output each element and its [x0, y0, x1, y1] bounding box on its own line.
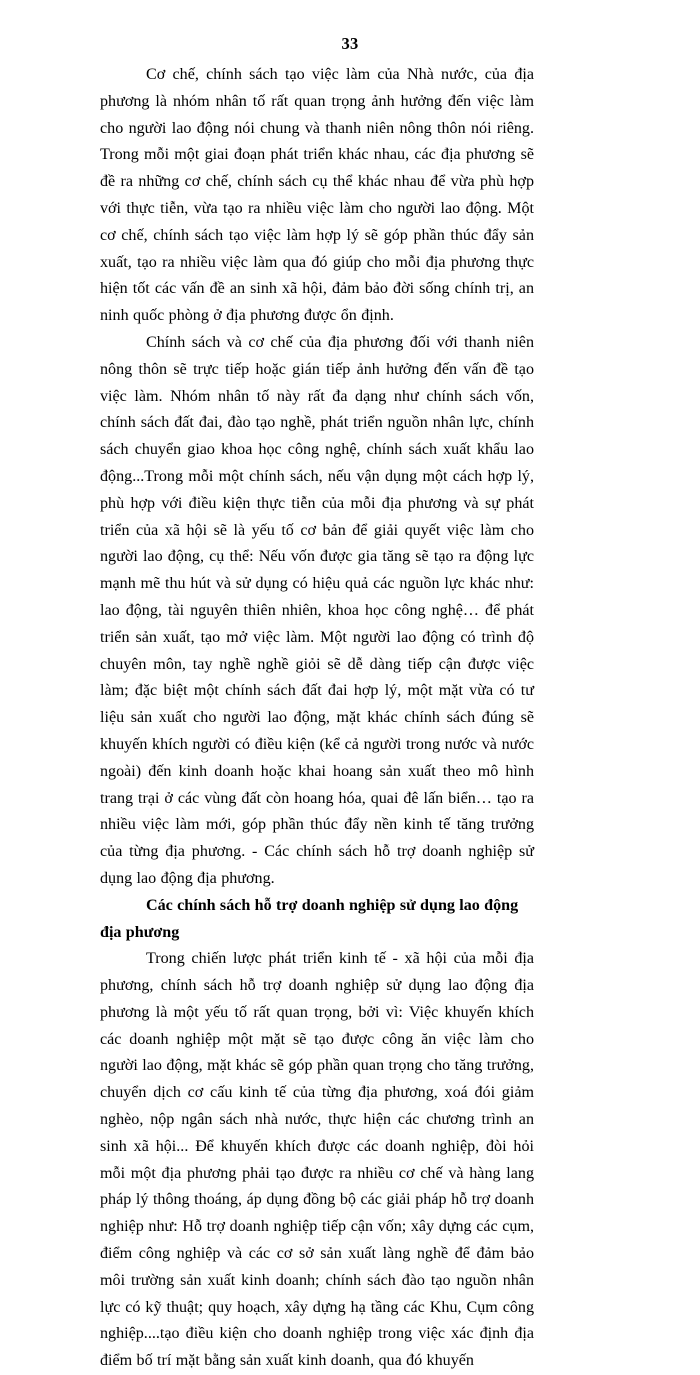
- paragraph-1: Cơ chế, chính sách tạo việc làm của Nhà nước, của địa phương là nhóm nhân tố rất quan trọng ảnh hưởng đến việc làm cho người lao động nói chung và thanh niên nông thôn nói riêng. Trong mỗi một giai đoạn phát triển khác nhau, các địa phương sẽ đề ra những cơ chế, chính sách cụ thể khác nhau để vừa phù hợp với thực tiễn, vừa tạo ra nhiều việc làm cho người lao động. Một cơ chế, chính sách tạo việc làm hợp lý sẽ góp phần thúc đẩy sản xuất, tạo ra nhiều việc làm qua đó giúp cho mỗi địa phương thực hiện tốt các vấn đề an sinh xã hội, đảm bảo đời sống chính trị, an ninh quốc phòng ở địa phương được ổn định.: [100, 66, 534, 325]
- page-number: 33: [341, 34, 359, 53]
- page-body: [100, 62, 534, 1375]
- section-heading: Các chính sách hỗ trợ doanh nghiệp sử dụng lao động địa phương: [100, 896, 519, 941]
- paragraph-2: Chính sách và cơ chế của địa phương đối với thanh niên nông thôn sẽ trực tiếp hoặc gián tiếp ảnh hưởng đến vấn đề tạo việc làm. Nhóm nhân tố này rất đa dạng như chính sách vốn, chính sách đất đai, đào tạo nghề, phát triển nguồn nhân lực, chính sách chuyển giao khoa học công nghệ, chính sách xuất khẩu lao động...Trong mỗi một chính sách, nếu vận dụng một cách hợp lý, phù hợp với điều kiện thực tiễn của mỗi địa phương và sự phát triển của xã hội sẽ là yếu tố cơ bản để giải quyết việc làm cho người lao động, cụ thể: Nếu vốn được gia tăng sẽ tạo ra động lực mạnh mẽ thu hút và sử dụng có hiệu quả các nguồn lực khác như: lao động, tài nguyên thiên nhiên, khoa học công nghệ… để phát triển sản xuất, tạo mở việc làm. Một người lao động có trình độ chuyên môn, tay nghề nghề giỏi sẽ dễ dàng tiếp cận được việc làm; đặc biệt một chính sách đất đai hợp lý, một mặt vừa có tư liệu sản xuất cho người lao động, mặt khác chính sách đúng sẽ khuyến khích người có điều kiện (kể cả người trong nước và nước ngoài) đến kinh doanh hoặc khai hoang sản xuất theo mô hình trang trại ở các vùng đất còn hoang hóa, quai đê lấn biển… tạo ra nhiều việc làm mới, góp phần thúc đẩy nền kinh tế tăng trưởng của từng địa phương. - Các chính sách hỗ trợ doanh nghiệp sử dụng lao động địa phương.: [100, 333, 534, 887]
- paragraph-3: Trong chiến lược phát triển kinh tế - xã hội của mỗi địa phương, chính sách hỗ trợ doanh nghiệp sử dụng lao động địa phương là một yếu tố rất quan trọng, bởi vì: Việc khuyến khích các doanh nghiệp một mặt sẽ tạo được công ăn việc làm cho người lao động, mặt khác sẽ góp phần quan trọng cho tăng trưởng, chuyển dịch cơ cấu kinh tế của từng địa phương, xoá đói giảm nghèo, nộp ngân sách nhà nước, thực hiện các chương trình an sinh xã hội... Để khuyến khích được các doanh nghiệp, đòi hỏi mỗi một địa phương phải tạo được ra nhiều cơ chế và hàng lang pháp lý thông thoáng, áp dụng đồng bộ các giải pháp hỗ trợ doanh nghiệp như: Hỗ trợ doanh nghiệp tiếp cận vốn; xây dựng các cụm, điểm công nghiệp và các cơ sở sản xuất làng nghề để đảm bảo môi trường sản xuất kinh doanh; chính sách đào tạo nguồn nhân lực có kỹ thuật; quy hoạch, xây dựng hạ tầng các Khu, Cụm công nghiệp....tạo điều kiện cho doanh nghiệp trong việc xác định địa điểm bố trí mặt bằng sản xuất kinh doanh, qua đó khuyến: [100, 950, 534, 1370]
